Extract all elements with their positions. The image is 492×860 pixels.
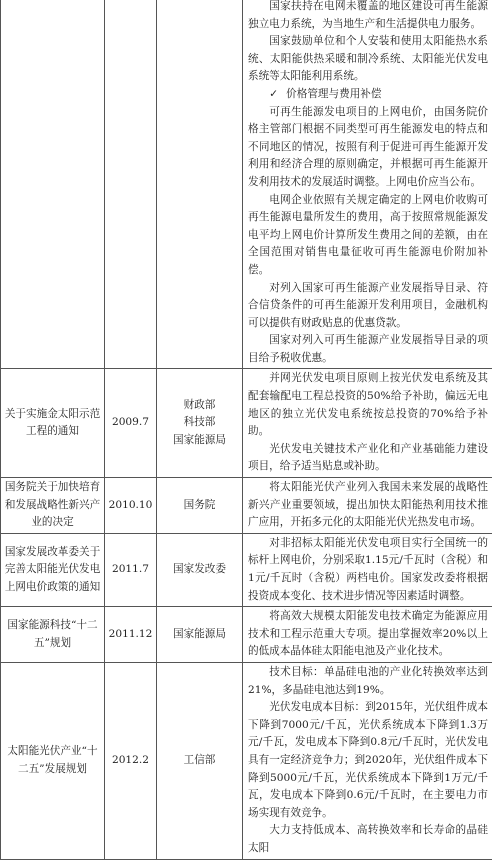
content-paragraph: 光伏发电成本目标：到2015年，光伏组件成本下降到7000元/千瓦，光伏系统成本下降到1.3万元/千瓦，发电成本下降到0.8元/千瓦时，光伏发电具有一定经济竞争力；到2020年，光伏组件成本下降到5000元/千瓦，光伏系统成本下降到1万元/千瓦，发电成本下降到0.6元/千瓦时，在主要电力市场实现有效竞争。	[248, 699, 488, 822]
content-paragraph: 光伏发电关键技术产业化和产业基础能力建设项目，给予适当贴息或补助。	[248, 441, 488, 476]
year-cell: 2010.10	[105, 478, 157, 534]
content-paragraph: 大力支持低成本、高转换效率和长寿命的晶硅太阳	[248, 822, 488, 857]
policy-name-cell: 国家能源科技“十二五”规划	[1, 607, 105, 663]
policy-name-cell: 国家发展改革委关于完善太阳能光伏发电上网电价政策的通知	[1, 533, 105, 606]
policy-content-cell	[243, 533, 492, 606]
year-cell: 2011.7	[105, 533, 157, 606]
section-heading-text: 价格管理与费用补偿	[286, 88, 381, 100]
content-paragraph: 国家对列入可再生能源产业发展指导目录的项目给予税收优惠。	[248, 332, 488, 367]
issuing-org: 国家能源局	[160, 626, 239, 644]
content-paragraph: 国家鼓励单位和个人安装和使用太阳能热水系统、太阳能供热采暖和制冷系统、太阳能光伏发电系统等太阳能利用系统。	[248, 33, 488, 86]
content-paragraph: 将太阳能光伏产业列入我国未来发展的战略性新兴产业重要领域，提出加快太阳能热利用技术推广应用，开拓多元化的太阳能光伏光热发电市场。	[248, 479, 488, 532]
table-row	[1, 478, 492, 534]
content-paragraph: 电网企业依照有关规定确定的上网电价收购可再生能源电量所发生的费用，高于按照常规能源发电平均上网电价计算所发生费用之间的差额，由在全国范围对销售电量征收可再生能源电价附加补偿。	[248, 192, 488, 280]
issuing-org: 财政部	[160, 397, 239, 415]
issuing-org-cell	[157, 533, 243, 606]
issuing-org-cell	[157, 369, 243, 478]
section-heading	[248, 86, 488, 104]
policy-content-cell	[243, 607, 492, 663]
content-paragraph: 国家扶持在电网未覆盖的地区建设可再生能源独立电力系统，为当地生产和生活提供电力服务。	[248, 0, 488, 33]
issuing-org: 国务院	[160, 497, 239, 515]
policy-content-cell	[243, 662, 492, 859]
content-paragraph: 技术目标：单晶硅电池的产业化转换效率达到21%，多晶硅电池达到19%。	[248, 664, 488, 699]
issuing-org-cell	[157, 0, 243, 369]
content-paragraph: 将高效大规模太阳能发电技术确定为能源应用技术和工程示范重大专项。提出掌握效率20%以上的低成本晶体硅太阳能电池及产业化技术。	[248, 608, 488, 661]
policy-content-cell	[243, 0, 492, 369]
policy-content-cell	[243, 369, 492, 478]
year-cell	[105, 0, 157, 369]
issuing-org: 科技部	[160, 414, 239, 432]
policy-name-cell: 太阳能光伏产业“十二五”发展规划	[1, 662, 105, 859]
issuing-org-cell	[157, 662, 243, 859]
table-row	[1, 662, 492, 859]
content-paragraph: 可再生能源发电项目的上网电价，由国务院价格主管部门根据不同类型可再生能源发电的特点和不同地区的情况，按照有利于促进可再生能源开发利用和经济合理的原则确定，并根据可再生能源开发利用技术的发展适时调整。上网电价应当公布。	[248, 104, 488, 192]
issuing-org-cell	[157, 607, 243, 663]
year-cell: 2011.12	[105, 607, 157, 663]
policy-content-cell	[243, 478, 492, 534]
policy-name-cell: 国务院关于加快培育和发展战略性新兴产业的决定	[1, 478, 105, 534]
issuing-org-cell	[157, 478, 243, 534]
content-paragraph: 对非招标太阳能光伏发电项目实行全国统一的标杆上网电价，分别采取1.15元/千瓦时（含税）和1元/千瓦时（含税）两档电价。国家发改委将根据投资成本变化、技术进步情况等因素适时调整。	[248, 535, 488, 605]
year-cell: 2012.2	[105, 662, 157, 859]
table-row	[1, 533, 492, 606]
policy-name-cell: 关于实施金太阳示范工程的通知	[1, 369, 105, 478]
content-paragraph: 并网光伏发电项目原则上按光伏发电系统及其配套输配电工程总投资的50%给予补助，偏远无电地区的独立光伏发电系统按总投资的70%给予补助。	[248, 370, 488, 440]
checkmark-icon: ✓	[269, 86, 286, 104]
content-paragraph: 对列入国家可再生能源产业发展指导目录、符合信贷条件的可再生能源开发利用项目，金融机构可以提供有财政贴息的优惠贷款。	[248, 280, 488, 333]
table-row	[1, 0, 492, 369]
year-cell: 2009.7	[105, 369, 157, 478]
table-row	[1, 369, 492, 478]
issuing-org: 工信部	[160, 752, 239, 770]
issuing-org: 国家能源局	[160, 432, 239, 450]
issuing-org: 国家发改委	[160, 561, 239, 579]
table-row	[1, 607, 492, 663]
policy-name-cell	[1, 0, 105, 369]
